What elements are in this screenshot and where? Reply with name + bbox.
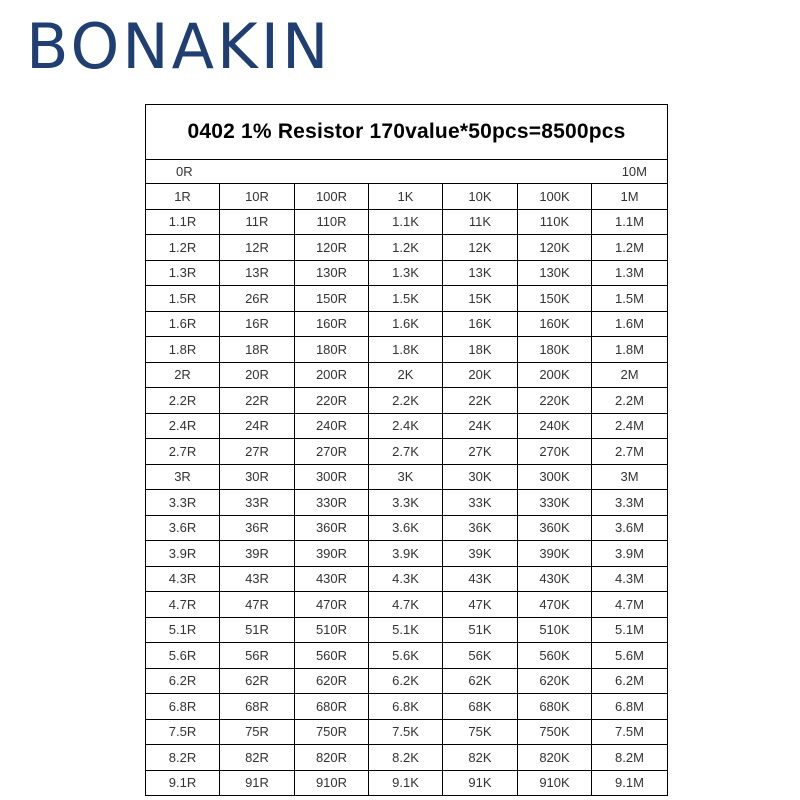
table-row: [146, 719, 668, 745]
table-cell: 2M: [592, 362, 668, 388]
table-cell: 68K: [443, 694, 518, 720]
table-cell: 2.4R: [146, 413, 220, 439]
table-cell: 82R: [220, 745, 295, 771]
table-row: [146, 439, 668, 465]
table-cell: 620K: [518, 668, 592, 694]
table-cell: 130R: [295, 260, 369, 286]
table-cell: 16K: [443, 311, 518, 337]
table-cell: 3.9R: [146, 541, 220, 567]
table-cell: 51R: [220, 617, 295, 643]
table-title-row: [146, 105, 668, 160]
table-cell: 7.5K: [369, 719, 443, 745]
table-cell: 11K: [443, 209, 518, 235]
table-cell: 150K: [518, 286, 592, 312]
table-cell: 200K: [518, 362, 592, 388]
resistor-value-table: [145, 104, 668, 796]
table-cell: 5.1M: [592, 617, 668, 643]
table-cell: 39R: [220, 541, 295, 567]
table-cell: 9.1M: [592, 770, 668, 796]
table-cell: 120R: [295, 235, 369, 261]
table-row: [146, 464, 668, 490]
table-cell: 9.1K: [369, 770, 443, 796]
table-cell: 270K: [518, 439, 592, 465]
table-cell: 3.6K: [369, 515, 443, 541]
table-row: [146, 592, 668, 618]
table-cell: 3.6R: [146, 515, 220, 541]
table-row: [146, 566, 668, 592]
table-cell: 11R: [220, 209, 295, 235]
table-cell: 3M: [592, 464, 668, 490]
table-row: [146, 311, 668, 337]
table-cell: 330K: [518, 490, 592, 516]
table-cell: 6.2R: [146, 668, 220, 694]
table-cell: 1.5R: [146, 286, 220, 312]
table-cell: 160R: [295, 311, 369, 337]
table-cell: 62R: [220, 668, 295, 694]
table-cell: 43R: [220, 566, 295, 592]
table-row: [146, 362, 668, 388]
table-cell: 2.2M: [592, 388, 668, 414]
table-cell: 30R: [220, 464, 295, 490]
table-cell: 1K: [369, 184, 443, 210]
zero-value-cell: [146, 160, 668, 184]
table-cell: 2.7R: [146, 439, 220, 465]
table-cell: 1.3K: [369, 260, 443, 286]
table-cell: 1.5M: [592, 286, 668, 312]
table-cell: 3.9M: [592, 541, 668, 567]
table-cell: 2.7M: [592, 439, 668, 465]
table-cell: 3.3K: [369, 490, 443, 516]
table-cell: 1.6M: [592, 311, 668, 337]
table-cell: 75R: [220, 719, 295, 745]
table-row: [146, 388, 668, 414]
table-cell: 3.3R: [146, 490, 220, 516]
table-cell: 7.5M: [592, 719, 668, 745]
table-cell: 6.2K: [369, 668, 443, 694]
table-row: [146, 515, 668, 541]
table-cell: 47R: [220, 592, 295, 618]
table-cell: 47K: [443, 592, 518, 618]
table-cell: 6.8M: [592, 694, 668, 720]
table-cell: 12K: [443, 235, 518, 261]
table-cell: 3K: [369, 464, 443, 490]
table-cell: 300R: [295, 464, 369, 490]
table-cell: 2.2R: [146, 388, 220, 414]
table-cell: 270R: [295, 439, 369, 465]
table-cell: 910K: [518, 770, 592, 796]
table-cell: 16R: [220, 311, 295, 337]
table-row: [146, 643, 668, 669]
table-cell: 1.1K: [369, 209, 443, 235]
table-cell: 240K: [518, 413, 592, 439]
table-cell: 100R: [295, 184, 369, 210]
table-cell: 470R: [295, 592, 369, 618]
table-cell: 180K: [518, 337, 592, 363]
table-cell: 43K: [443, 566, 518, 592]
table-cell: 4.7M: [592, 592, 668, 618]
table-cell: 8.2M: [592, 745, 668, 771]
table-cell: 5.1R: [146, 617, 220, 643]
table-row: [146, 260, 668, 286]
table-cell: 26R: [220, 286, 295, 312]
table-cell: 120K: [518, 235, 592, 261]
table-cell: 30K: [443, 464, 518, 490]
table-cell: 4.3R: [146, 566, 220, 592]
table-cell: 3R: [146, 464, 220, 490]
table-cell: 750R: [295, 719, 369, 745]
table-cell: 18R: [220, 337, 295, 363]
table-cell: 1.1M: [592, 209, 668, 235]
table-cell: 51K: [443, 617, 518, 643]
table-cell: 33K: [443, 490, 518, 516]
table-cell: 330R: [295, 490, 369, 516]
table-cell: 510R: [295, 617, 369, 643]
table-cell: 13K: [443, 260, 518, 286]
table-cell: 5.1K: [369, 617, 443, 643]
table-cell: 4.7R: [146, 592, 220, 618]
table-cell: 240R: [295, 413, 369, 439]
table-body: [146, 105, 668, 796]
table-cell: 620R: [295, 668, 369, 694]
table-cell: 1.2K: [369, 235, 443, 261]
table-cell: 36K: [443, 515, 518, 541]
table-cell: 33R: [220, 490, 295, 516]
table-cell: 27R: [220, 439, 295, 465]
table-cell: 2R: [146, 362, 220, 388]
table-cell: 7.5R: [146, 719, 220, 745]
table-cell: 1.6K: [369, 311, 443, 337]
table-cell: 10K: [443, 184, 518, 210]
table-cell: 3.6M: [592, 515, 668, 541]
brand-logo: BONAKIN: [26, 10, 332, 83]
table-cell: 560R: [295, 643, 369, 669]
table-cell: 1.3M: [592, 260, 668, 286]
table-cell: 68R: [220, 694, 295, 720]
table-cell: 9.1R: [146, 770, 220, 796]
table-cell: 22K: [443, 388, 518, 414]
table-cell: 56K: [443, 643, 518, 669]
table-cell: 5.6R: [146, 643, 220, 669]
table-cell: 13R: [220, 260, 295, 286]
ten-meg-value: 10M: [621, 164, 647, 179]
table-cell: 110R: [295, 209, 369, 235]
table-cell: 91R: [220, 770, 295, 796]
table-row: [146, 694, 668, 720]
table-cell: 1.3R: [146, 260, 220, 286]
table-cell: 2.2K: [369, 388, 443, 414]
table-cell: 1.1R: [146, 209, 220, 235]
table-cell: 1R: [146, 184, 220, 210]
table-cell: 150R: [295, 286, 369, 312]
table-row: [146, 745, 668, 771]
table-cell: 4.3M: [592, 566, 668, 592]
table-cell: 100K: [518, 184, 592, 210]
table-cell: 130K: [518, 260, 592, 286]
table-cell: 15K: [443, 286, 518, 312]
table-cell: 12R: [220, 235, 295, 261]
table-cell: 470K: [518, 592, 592, 618]
table-cell: 220K: [518, 388, 592, 414]
table-cell: 8.2K: [369, 745, 443, 771]
table-row: [146, 286, 668, 312]
table-cell: 6.2M: [592, 668, 668, 694]
table-row: [146, 337, 668, 363]
table-cell: 510K: [518, 617, 592, 643]
table-cell: 680K: [518, 694, 592, 720]
table-cell: 1.6R: [146, 311, 220, 337]
table-cell: 160K: [518, 311, 592, 337]
table-cell: 1.8M: [592, 337, 668, 363]
table-cell: 2K: [369, 362, 443, 388]
table-cell: 300K: [518, 464, 592, 490]
table-cell: 56R: [220, 643, 295, 669]
table-row: [146, 184, 668, 210]
table-cell: 820R: [295, 745, 369, 771]
table-cell: 2.4M: [592, 413, 668, 439]
table-cell: 8.2R: [146, 745, 220, 771]
table-cell: 5.6K: [369, 643, 443, 669]
table-cell: 430R: [295, 566, 369, 592]
table-row: [146, 209, 668, 235]
resistor-table-container: [145, 104, 667, 796]
zero-ohm-value: 0R: [176, 164, 193, 179]
table-cell: 1.2M: [592, 235, 668, 261]
table-cell: 24K: [443, 413, 518, 439]
table-cell: 430K: [518, 566, 592, 592]
table-cell: 820K: [518, 745, 592, 771]
table-cell: 750K: [518, 719, 592, 745]
table-cell: 18K: [443, 337, 518, 363]
table-cell: 200R: [295, 362, 369, 388]
table-cell: 27K: [443, 439, 518, 465]
table-cell: 39K: [443, 541, 518, 567]
table-cell: 560K: [518, 643, 592, 669]
zero-value-row: [146, 160, 668, 184]
table-cell: 3.3M: [592, 490, 668, 516]
table-row: [146, 541, 668, 567]
table-cell: 360K: [518, 515, 592, 541]
table-row: [146, 617, 668, 643]
table-cell: 62K: [443, 668, 518, 694]
table-cell: 22R: [220, 388, 295, 414]
table-cell: 910R: [295, 770, 369, 796]
table-cell: 20K: [443, 362, 518, 388]
table-cell: 4.7K: [369, 592, 443, 618]
table-row: [146, 668, 668, 694]
table-cell: 75K: [443, 719, 518, 745]
table-cell: 91K: [443, 770, 518, 796]
table-cell: 24R: [220, 413, 295, 439]
table-cell: 6.8K: [369, 694, 443, 720]
table-cell: 360R: [295, 515, 369, 541]
table-cell: 6.8R: [146, 694, 220, 720]
table-cell: 390R: [295, 541, 369, 567]
table-cell: 390K: [518, 541, 592, 567]
table-cell: 220R: [295, 388, 369, 414]
table-title: 0402 1% Resistor 170value*50pcs=8500pcs: [146, 105, 668, 160]
table-cell: 110K: [518, 209, 592, 235]
table-cell: 4.3K: [369, 566, 443, 592]
table-cell: 5.6M: [592, 643, 668, 669]
table-cell: 82K: [443, 745, 518, 771]
table-cell: 36R: [220, 515, 295, 541]
table-cell: 2.7K: [369, 439, 443, 465]
table-row: [146, 235, 668, 261]
table-cell: 1M: [592, 184, 668, 210]
table-cell: 3.9K: [369, 541, 443, 567]
table-row: [146, 413, 668, 439]
table-cell: 1.2R: [146, 235, 220, 261]
table-cell: 1.8K: [369, 337, 443, 363]
table-cell: 2.4K: [369, 413, 443, 439]
table-cell: 20R: [220, 362, 295, 388]
table-row: [146, 770, 668, 796]
table-cell: 1.5K: [369, 286, 443, 312]
table-cell: 680R: [295, 694, 369, 720]
table-cell: 180R: [295, 337, 369, 363]
table-cell: 1.8R: [146, 337, 220, 363]
table-cell: 10R: [220, 184, 295, 210]
table-row: [146, 490, 668, 516]
